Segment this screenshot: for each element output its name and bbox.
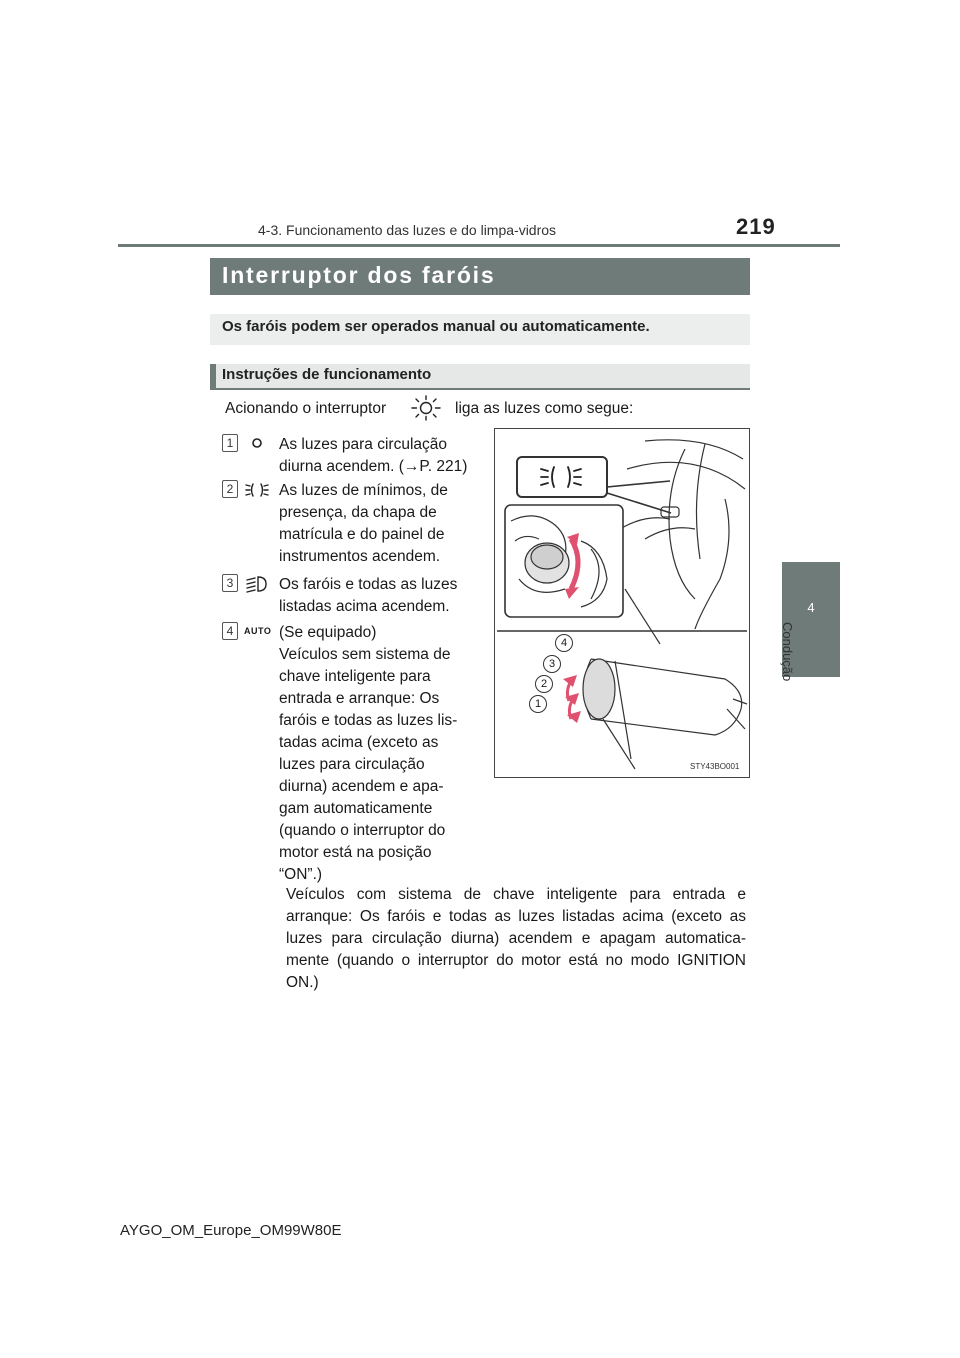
trailing-paragraph [286,884,746,994]
light-switch-sun-icon [410,395,442,421]
item-text-2 [279,480,477,568]
footer-document-id: AYGO_OM_Europe_OM99W80E [120,1222,342,1239]
item-2-line: As luzes de mínimos, de [279,482,448,499]
item-text-4 [279,622,477,886]
operation-text-after: liga as luzes como segue: [455,400,634,417]
item-4-line: (quando o interruptor do [279,822,446,839]
headlight-icon [244,574,270,594]
chapter-number: 4 [807,600,815,615]
item-3-line: listadas acima acendem. [279,598,450,615]
item-4-line: motor está na posição [279,844,432,861]
operation-text-before: Acionando o interruptor [225,400,387,417]
headlight-switch-illustration [494,428,750,778]
item-2-line: matrícula e do painel de [279,526,445,543]
page-number: 219 [736,214,776,239]
item-4-line: (Se equipado) [279,624,377,641]
callout-4: 4 [555,634,573,652]
intro-text: Os faróis podem ser operados manual ou automaticamente. [222,318,650,335]
item-4-line: “ON”.) [279,866,323,883]
subsection-accent [210,364,216,390]
callout-1: 1 [529,695,547,713]
auto-icon: AUTO [244,626,272,636]
item-4-line: entrada e arranque: Os [279,690,440,707]
item-4-line: chave inteligente para [279,668,431,685]
item-number-2: 2 [222,480,238,498]
trailing-line: luzes para circulação diurna) acendem e apagam automatica- [286,930,746,947]
item-3-line: Os faróis e todas as luzes [279,576,458,593]
section-heading: 4-3. Funcionamento das luzes e do limpa-vidros [258,222,557,238]
trailing-line: ON.) [286,974,319,991]
figure-code: STY43BO001 [690,762,740,771]
item-2-line: instrumentos acendem. [279,548,441,565]
parking-light-icon [244,480,270,500]
callout-3: 3 [543,655,561,673]
item-text-1 [279,434,477,478]
page-title: Interruptor dos faróis [222,262,496,288]
chapter-label [781,622,821,682]
trailing-line: mente (quando o interruptor do motor está no modo IGNITION [286,952,746,969]
item-1-line: diurna acendem. (→P. 221) [279,458,468,475]
item-text-3 [279,574,477,618]
item-4-line: Veículos sem sistema de [279,646,451,663]
item-number-4: 4 [222,622,238,640]
item-4-line: gam automaticamente [279,800,433,817]
trailing-line: Veículos com sistema de chave inteligente para entrada e [286,886,746,903]
callout-2: 2 [535,675,553,693]
item-4-line: luzes para circulação [279,756,425,773]
trailing-line: arranque: Os faróis e todas as luzes listadas acima (exceto as [286,908,746,925]
daytime-running-light-icon [244,433,270,453]
item-4-line: faróis e todas as luzes lis- [279,712,458,729]
item-number-1: 1 [222,434,238,452]
item-4-line: diurna) acendem e apa- [279,778,444,795]
item-4-line: tadas acima (exceto as [279,734,439,751]
illustration-drawing [495,429,749,777]
item-1-line: As luzes para circulação [279,436,447,453]
item-2-line: presença, da chapa de [279,504,437,521]
header-rule [118,244,840,247]
item-number-3: 3 [222,574,238,592]
chapter-label-text: Condução [780,622,795,682]
subsection-title: Instruções de funcionamento [222,366,432,383]
